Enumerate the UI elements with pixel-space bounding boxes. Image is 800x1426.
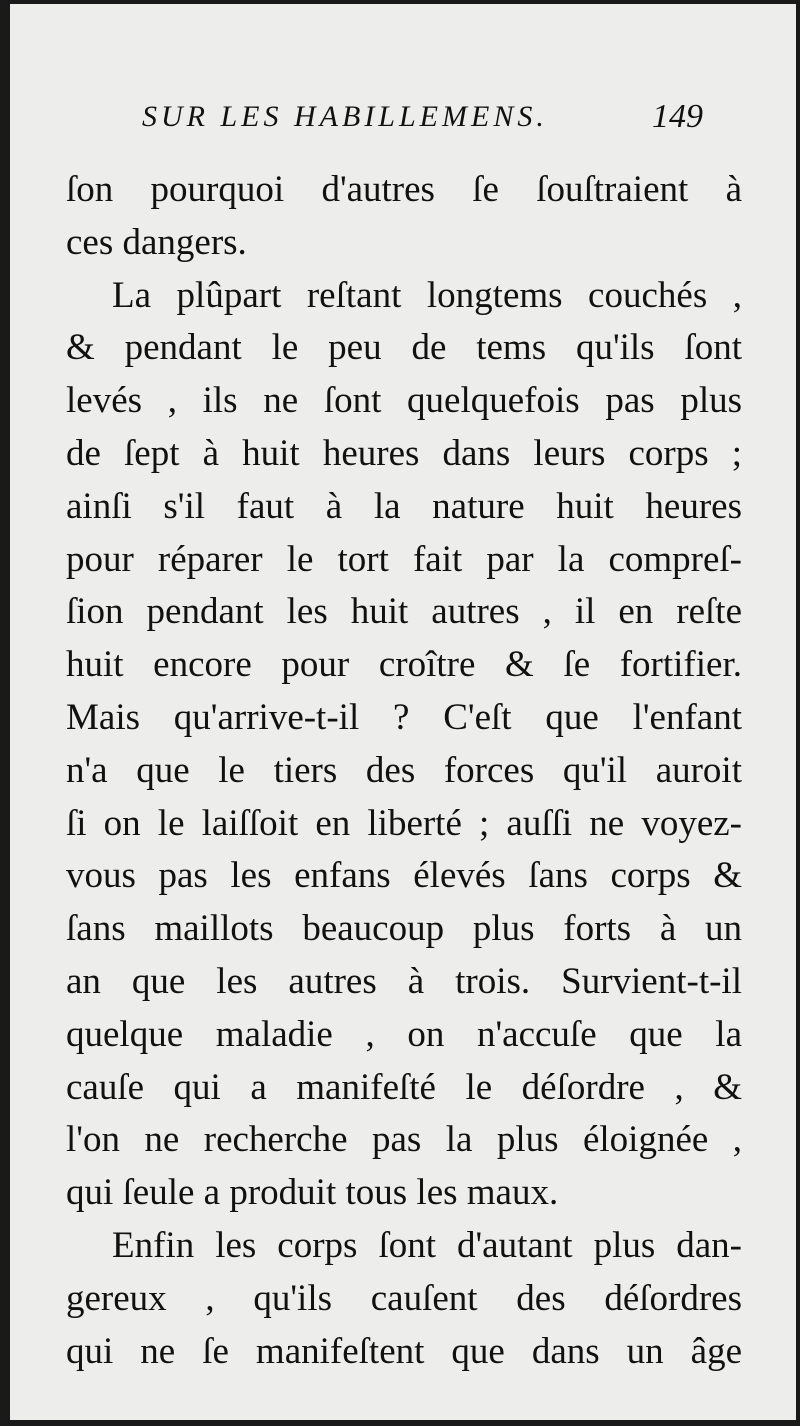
text-line: Mais qu'arrive-t-il ? C'eſt que l'enfant: [66, 696, 742, 738]
running-head: [10, 100, 796, 150]
body-text: [66, 164, 742, 1378]
text-line: l'on ne recherche pas la plus éloignée ,: [66, 1119, 742, 1161]
text-line: huit encore pour croître & ſe fortifier.: [66, 644, 742, 686]
text-line: qui ne ſe manifeſtent que dans un âge: [66, 1330, 742, 1372]
text-line: ſi on le laiſſoit en liberté ; auſſi ne voyez-: [66, 802, 742, 844]
text-line: vous pas les enfans élevés ſans corps &: [66, 855, 742, 897]
text-line: an que les autres à trois. Survient-t-il: [66, 960, 742, 1002]
text-line: ainſi s'il faut à la nature huit heures: [66, 485, 742, 527]
text-line: & pendant le peu de tems qu'ils ſont: [66, 327, 742, 369]
paragraph: [66, 1220, 742, 1378]
running-title: SUR LES HABILLEMENS.: [142, 100, 548, 133]
text-line: quelque maladie , on n'accuſe que la: [66, 1013, 742, 1055]
text-line: ſon pourquoi d'autres ſe ſouſtraient à: [66, 169, 742, 210]
text-line: n'a que le tiers des forces qu'il auroit: [66, 749, 742, 791]
text-line: La plûpart reſtant longtems couchés ,: [112, 274, 742, 316]
paragraph: [66, 270, 742, 1220]
text-line: gereux , qu'ils cauſent des déſordres: [66, 1277, 742, 1319]
text-line: ſans maillots beaucoup plus forts à un: [66, 908, 742, 950]
text-line: pour réparer le tort fait par la compreſ-: [66, 538, 742, 580]
text-line: ſion pendant les huit autres , il en reſte: [66, 591, 742, 633]
text-line: Enfin les corps ſont d'autant plus dan-: [112, 1224, 742, 1266]
text-line: ces dangers.: [66, 221, 247, 263]
text-line: levés , ils ne ſont quelquefois pas plus: [66, 380, 742, 422]
paragraph: [66, 164, 742, 270]
text-line: de ſept à huit heures dans leurs corps ;: [66, 432, 742, 474]
page-number: 149: [652, 98, 703, 135]
book-page: [10, 4, 796, 1420]
text-line: qui ſeule a produit tous les maux.: [66, 1172, 559, 1214]
text-line: cauſe qui a manifeſté le déſordre , &: [66, 1066, 742, 1108]
